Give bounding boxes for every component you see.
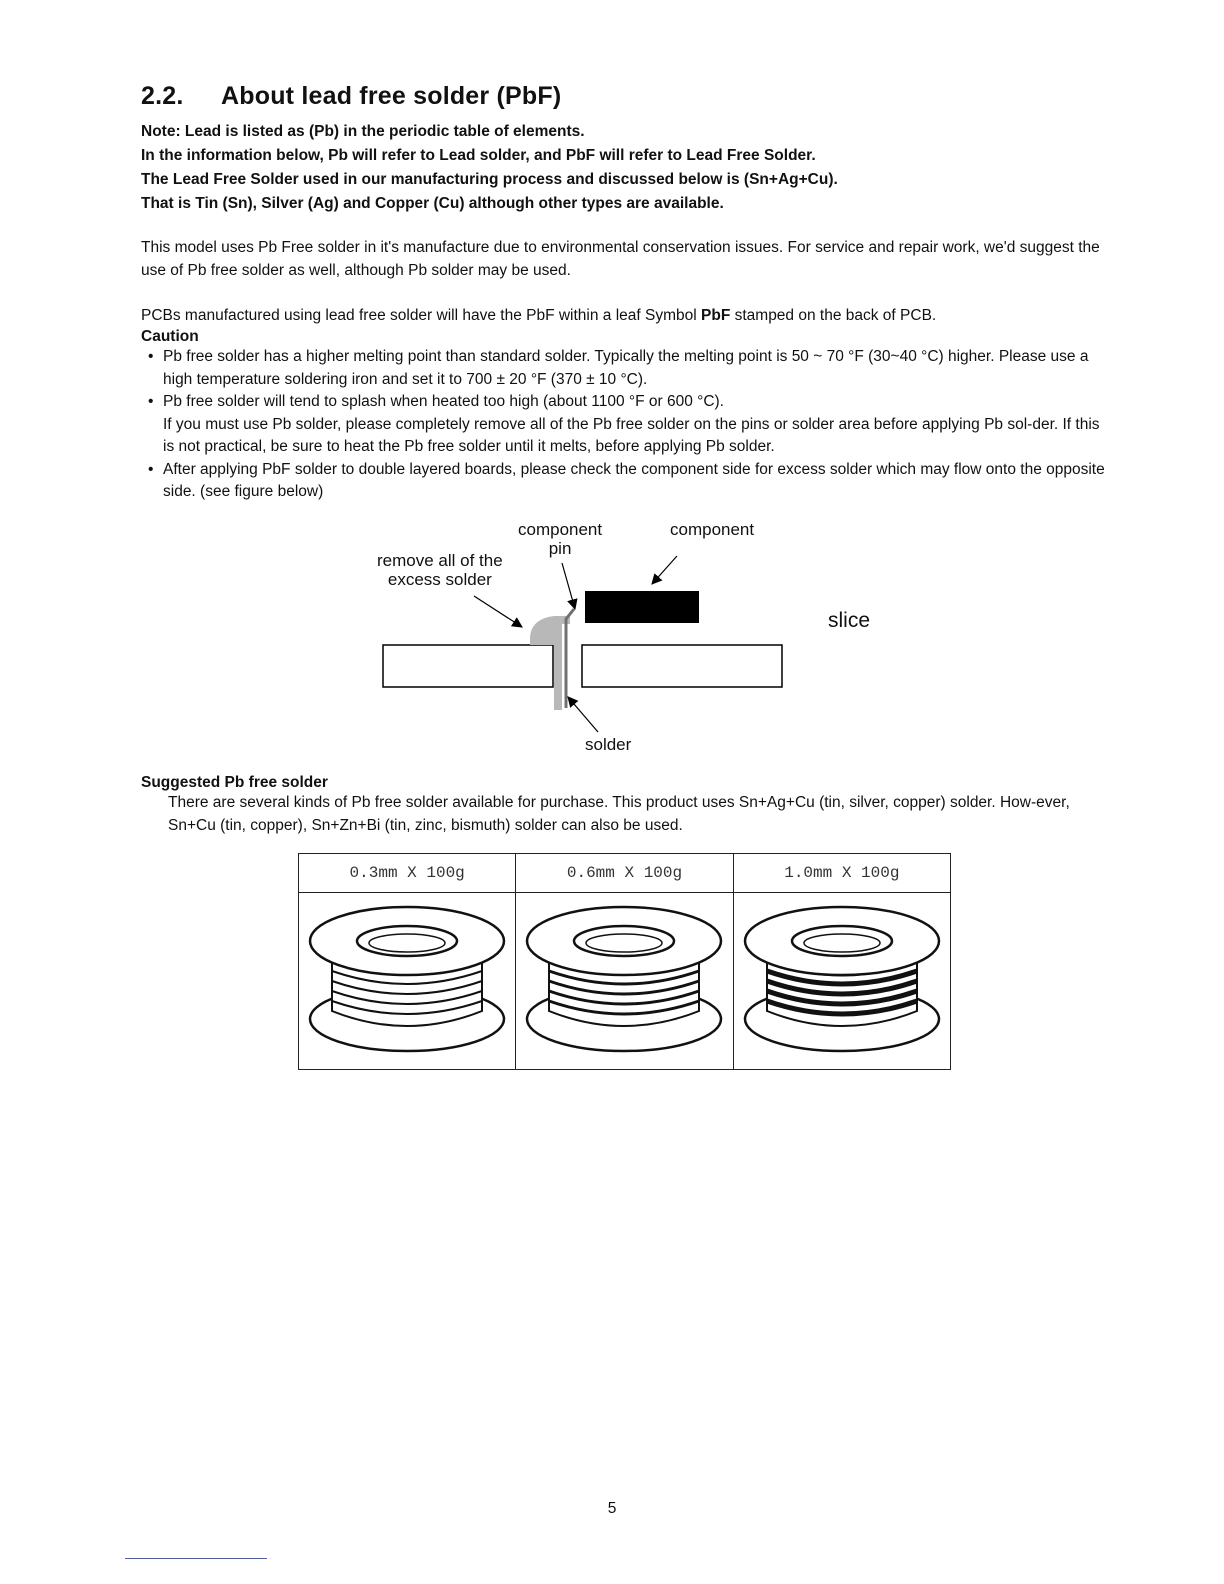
note-line: In the information below, Pb will refer to Lead solder, and PbF will refer to Lead Free Solder. xyxy=(141,147,816,164)
caution-list xyxy=(148,346,1113,504)
pcb-board-right xyxy=(582,645,782,687)
cross-section-graphic xyxy=(370,512,890,762)
solder-spool-table xyxy=(298,853,951,1070)
label-remove-line2: excess solder xyxy=(387,570,492,589)
footer-rule xyxy=(125,1558,267,1559)
paragraph-pcb-text-end: stamped on the back of PCB. xyxy=(730,307,937,324)
bullet-mark: • xyxy=(148,348,154,365)
suggested-title: Suggested Pb free solder xyxy=(141,774,328,791)
label-solder: solder xyxy=(585,735,632,754)
note-line: Note: Lead is listed as (Pb) in the periodic table of elements. xyxy=(141,123,585,140)
arrow-component xyxy=(652,556,677,584)
section-heading xyxy=(141,82,561,111)
label-slice: slice xyxy=(828,609,871,632)
suggested-text: There are several kinds of Pb free solder available for purchase. This product uses Sn+Ag+Cu (tin, silver, copper) solder. How-ever, Sn+Cu (tin, copper), Sn+Zn+Bi (tin, zinc, bismuth) solder can also be used. xyxy=(168,794,1070,834)
page-number: 5 xyxy=(607,1500,617,1517)
bullet-mark: • xyxy=(148,393,154,410)
section-title: About lead free solder (PbF) xyxy=(221,82,562,110)
label-component-pin-line1: component xyxy=(518,520,603,539)
note-line: The Lead Free Solder used in our manufacturing process and discussed below is (Sn+Ag+Cu). xyxy=(141,171,838,188)
pcb-board-left xyxy=(383,645,553,687)
label-remove-excess xyxy=(377,551,503,589)
paragraph-pcb-text: PCBs manufactured using lead free solder will have the PbF within a leaf Symbol xyxy=(141,307,702,324)
caution-item xyxy=(148,346,1113,391)
spool-cell-thin xyxy=(299,893,516,1070)
spool-medium-icon xyxy=(519,899,729,1059)
label-component: component xyxy=(670,520,755,539)
caution-item xyxy=(148,391,1113,459)
label-remove-line1: remove all of the xyxy=(377,551,503,570)
label-component-pin xyxy=(518,520,602,558)
spool-cell-thick xyxy=(733,893,950,1070)
caution-title: Caution xyxy=(141,328,199,345)
caution-item-text: Pb free solder will tend to splash when heated too high (about 1100 °F or 600 °C). xyxy=(163,393,724,410)
solder-cross-section-diagram xyxy=(370,512,890,762)
label-component-pin-line2: pin xyxy=(548,539,572,558)
spool-thin-icon xyxy=(302,899,512,1059)
bullet-mark: • xyxy=(148,460,154,478)
arrow-excess xyxy=(474,596,522,627)
caution-item-extra: If you must use Pb solder, please completely remove all of the Pb free solder on the pins or solder area before applying Pb sol-der. If this is not practical, be sure to heat the Pb free solder until it melts, before applying Pb solder. xyxy=(163,415,1100,455)
spool-label: 0.6mm X 100g xyxy=(516,854,733,893)
paragraph-pcb-symbol xyxy=(141,305,1111,328)
section-number: 2.2. xyxy=(141,82,184,110)
spool-label: 0.3mm X 100g xyxy=(299,854,516,893)
arrow-pin xyxy=(562,563,575,609)
spool-thick-icon xyxy=(737,899,947,1059)
pbf-symbol-text: PbF xyxy=(701,307,731,324)
spool-header-row xyxy=(299,854,951,893)
spool-label: 1.0mm X 100g xyxy=(733,854,950,893)
notes-block xyxy=(141,120,838,216)
note-line: That is Tin (Sn), Silver (Ag) and Copper (Cu) although other types are available. xyxy=(141,195,724,212)
caution-item-text: After applying PbF solder to double layered boards, please check the component side for excess solder which may flow onto the opposite side. (see figure below) xyxy=(163,460,1105,500)
arrow-solder xyxy=(568,697,598,732)
paragraph-environment: This model uses Pb Free solder in it's manufacture due to environmental conservation issues. For service and repair work, we'd suggest the use of Pb free solder as well, although Pb solder may be used. xyxy=(141,239,1100,279)
spool-cell-medium xyxy=(516,893,733,1070)
caution-item xyxy=(148,459,1113,504)
component-body xyxy=(585,591,699,623)
spool-image-row xyxy=(299,893,951,1070)
caution-item-text: Pb free solder has a higher melting point than standard solder. Typically the melting point is 50 ~ 70 °F (30~40 °C) higher. Please use a high temperature soldering iron and set it to 700 ± 20 °F (370 ± 10 °C). xyxy=(163,348,1089,388)
